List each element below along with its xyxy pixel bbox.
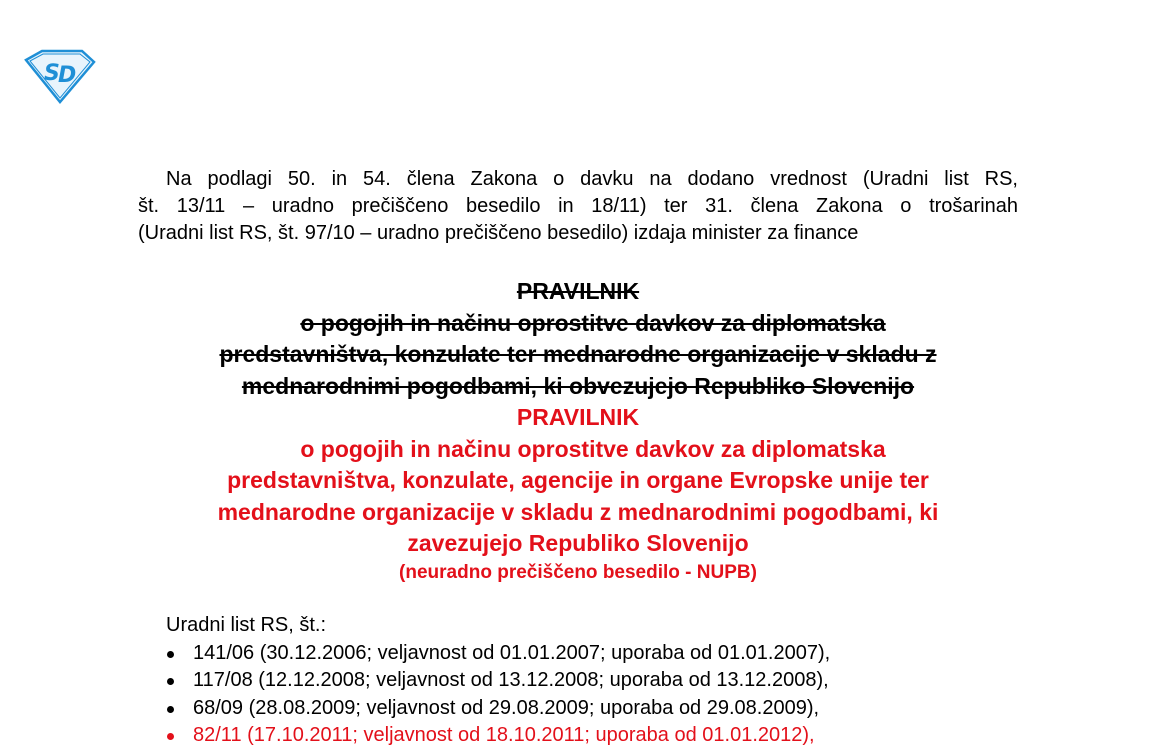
new-title-line: o pogojih in načinu oprostitve davkov za diplomatska [300, 435, 886, 462]
old-title-line: mednarodnimi pogodbami, ki obvezujejo Republiko Slovenijo [241, 372, 915, 399]
references-list [166, 640, 1066, 750]
references-heading: Uradni list RS, št.: [166, 614, 327, 636]
new-title-line: zavezujejo Republiko Slovenijo [407, 530, 749, 556]
bullet-icon [167, 651, 174, 658]
reference-text: 141/06 (30.12.2006; veljavnost od 01.01.2007; uporaba od 01.01.2007), [193, 641, 831, 664]
intro-line: Na podlagi 50. in 54. člena Zakona o davku na dodano vrednost (Uradni list RS, [166, 168, 1018, 190]
nupb-subtitle: (neuradno prečiščeno besedilo - NUPB) [399, 561, 757, 583]
bullet-icon [167, 706, 174, 713]
reference-item [166, 667, 1066, 695]
intro-paragraph [138, 166, 1018, 247]
svg-text:D: D [58, 63, 77, 88]
reference-item [166, 695, 1066, 723]
title-block [138, 276, 1018, 586]
reference-item [166, 640, 1066, 668]
reference-text: 82/11 (17.10.2011; veljavnost od 18.10.2011; uporaba od 01.01.2012), [193, 724, 815, 746]
old-title-heading: PRAVILNIK [516, 278, 640, 304]
new-title-line: mednarodne organizacije v skladu z mednarodnimi pogodbami, ki [217, 498, 939, 525]
svg-text:S: S [44, 61, 60, 86]
new-title-heading: PRAVILNIK [516, 404, 640, 430]
old-title-line: o pogojih in načinu oprostitve davkov za diplomatska [300, 309, 886, 336]
old-title-line: predstavništva, konzulate ter mednarodne organizacije v skladu z [219, 341, 937, 367]
sd-logo-icon [22, 48, 96, 104]
reference-text: 117/08 (12.12.2008; veljavnost od 13.12.2008; uporaba od 13.12.2008), [193, 669, 829, 691]
bullet-icon [167, 678, 174, 685]
gazette-references [166, 612, 1066, 750]
new-title-line: predstavništva, konzulate, agencije in organe Evropske unije ter [227, 467, 929, 493]
bullet-icon [167, 733, 174, 740]
intro-line: št. 13/11 – uradno prečiščeno besedilo in 18/11) ter 31. člena Zakona o trošarinah [138, 195, 1018, 217]
reference-item [166, 722, 1066, 750]
reference-text: 68/09 (28.08.2009; veljavnost od 29.08.2009; uporaba od 29.08.2009), [193, 696, 820, 719]
intro-line: (Uradni list RS, št. 97/10 – uradno prečiščeno besedilo) izdaja minister za finance [138, 222, 859, 244]
